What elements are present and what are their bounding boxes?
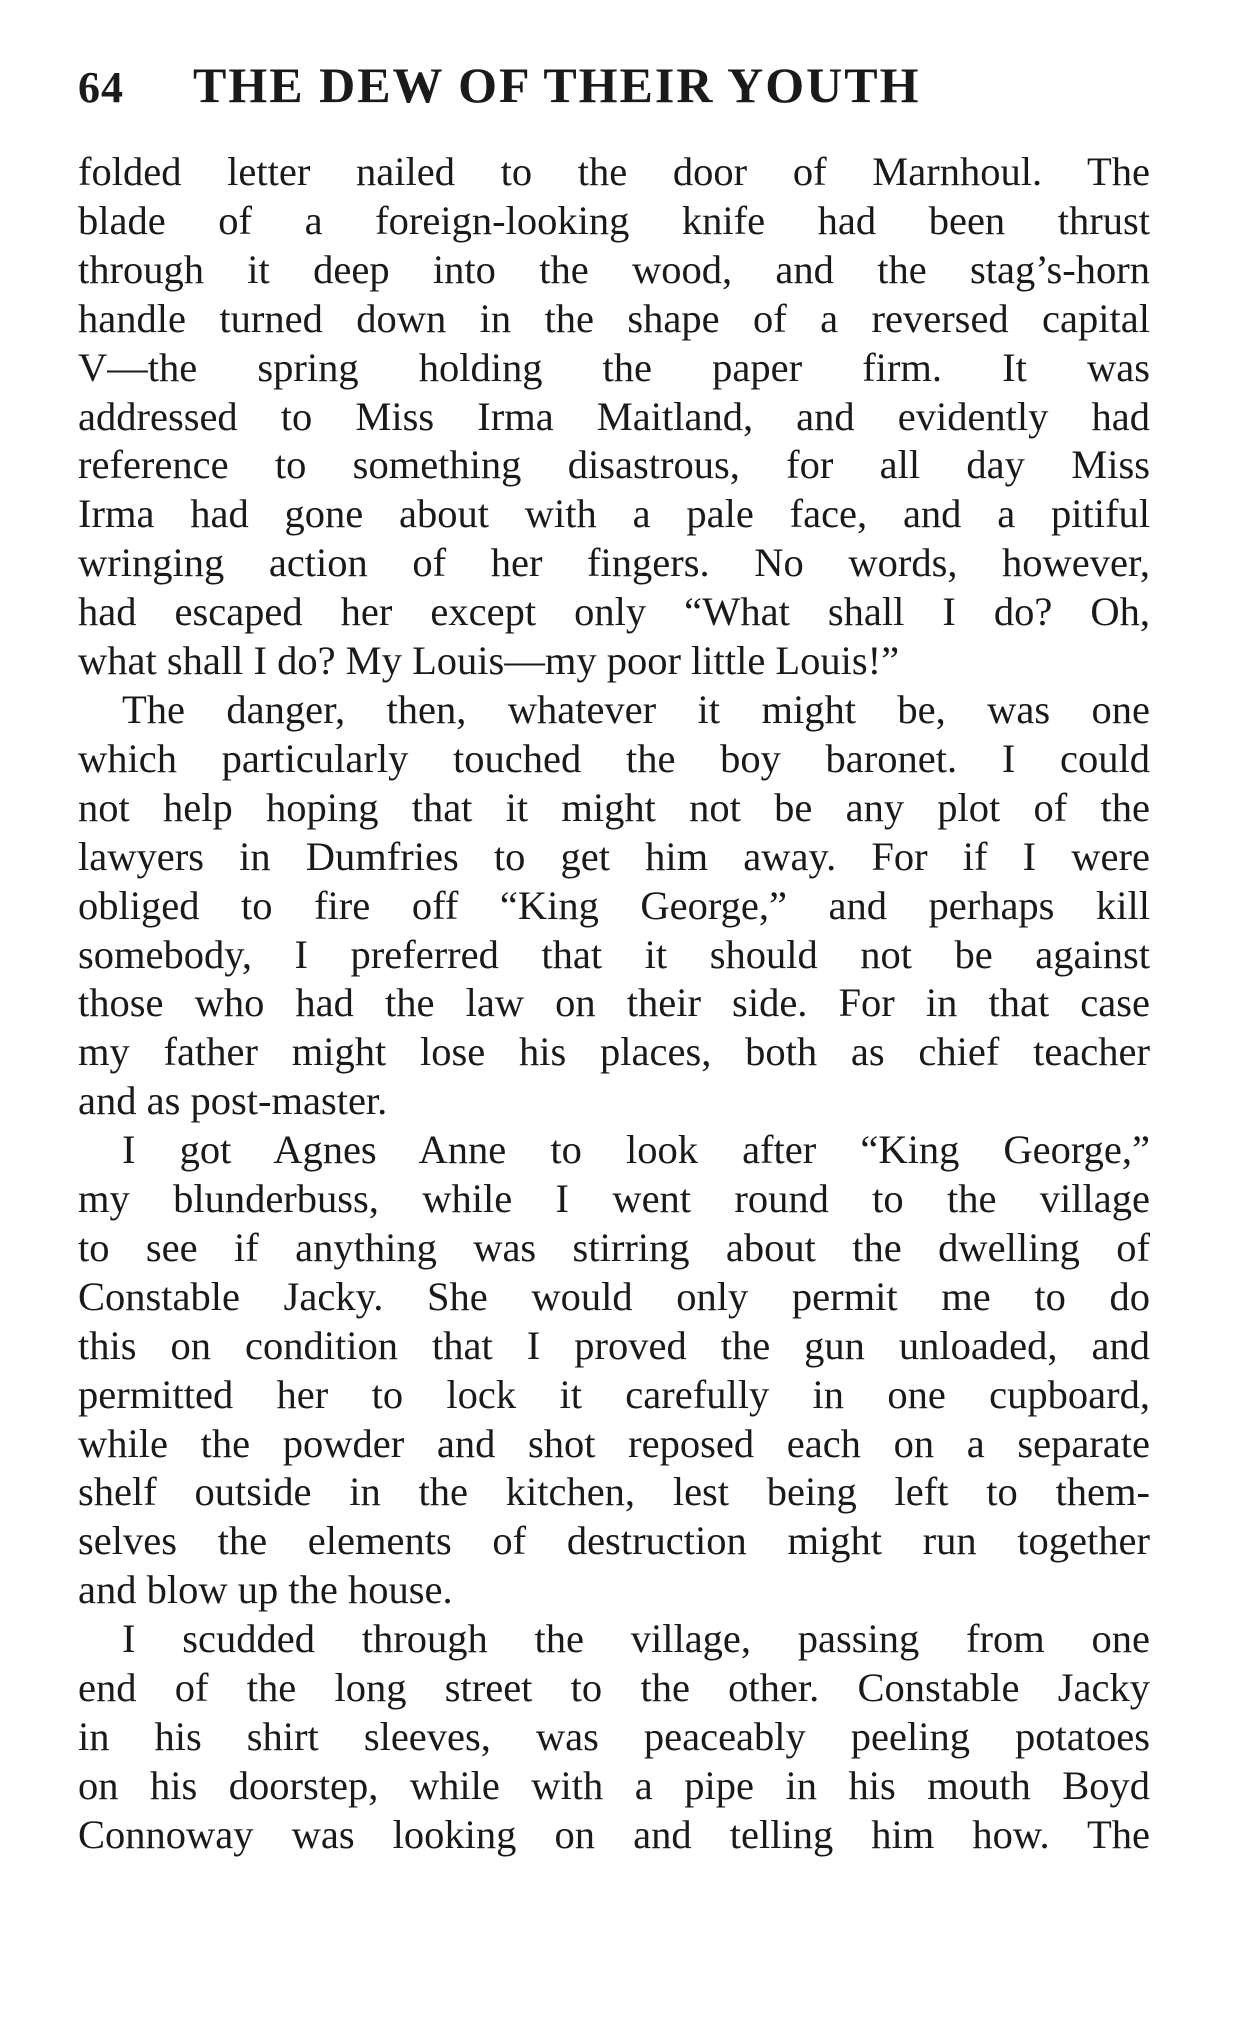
text-line: addressed to Miss Irma Maitland, and evidently had <box>78 393 1150 439</box>
text-line: handle turned down in the shape of a reversed capital <box>78 295 1150 341</box>
text-line: I scudded through the village, passing from one <box>122 1616 1150 1662</box>
text-line: I got Agnes Anne to look after “King George,” <box>122 1127 1150 1173</box>
running-title: THE DEW OF THEIR YOUTH <box>193 57 921 113</box>
text-line: folded letter nailed to the door of Marnhoul. The <box>78 149 1150 194</box>
text-line: this on condition that I proved the gun unloaded, and <box>78 1322 1150 1368</box>
paragraph <box>78 148 1150 686</box>
text-line: not help hoping that it might not be any plot of the <box>78 784 1150 830</box>
text-line: what shall I do? My Louis—my poor little Louis!” <box>78 638 900 684</box>
text-line: through it deep into the wood, and the stag’s-horn <box>78 246 1150 292</box>
text-line: V—the spring holding the paper firm. It was <box>78 344 1150 390</box>
text-line: Connoway was looking on and telling him how. The <box>78 1811 1150 1857</box>
running-head <box>78 56 1150 126</box>
paragraph <box>78 1615 1150 1860</box>
text-line: in his shirt sleeves, was peaceably peeling potatoes <box>78 1714 1150 1759</box>
text-line: lawyers in Dumfries to get him away. For if I were <box>78 833 1150 879</box>
text-line: Constable Jacky. She would only permit me to do <box>78 1273 1150 1319</box>
text-line: to see if anything was stirring about the dwelling of <box>78 1224 1150 1270</box>
text-line: my blunderbuss, while I went round to the village <box>78 1176 1150 1222</box>
text-line: wringing action of her fingers. No words, however, <box>78 540 1150 586</box>
text-line: while the powder and shot reposed each on a separate <box>78 1420 1150 1466</box>
text-line: reference to something disastrous, for all day Miss <box>78 442 1150 488</box>
text-line: my father might lose his places, both as chief teacher <box>78 1029 1150 1075</box>
text-line: blade of a foreign-looking knife had been thrust <box>78 197 1150 243</box>
text-line: end of the long street to the other. Constable Jacky <box>78 1665 1150 1711</box>
text-line: and as post-master. <box>78 1078 388 1124</box>
paragraph <box>78 686 1150 1126</box>
page-number: 64 <box>78 63 124 112</box>
paragraph <box>78 1126 1150 1615</box>
text-line: Irma had gone about with a pale face, and a pitiful <box>78 491 1150 537</box>
text-line: those who had the law on their side. For in that case <box>78 980 1150 1026</box>
text-line: on his doorstep, while with a pipe in his mouth Boyd <box>78 1762 1150 1808</box>
text-line: had escaped her except only “What shall I do? Oh, <box>78 589 1150 635</box>
text-line: The danger, then, whatever it might be, was one <box>122 686 1150 732</box>
text-line: shelf outside in the kitchen, lest being left to them- <box>78 1469 1150 1515</box>
body-text <box>78 148 1150 1860</box>
text-line: somebody, I preferred that it should not be against <box>78 931 1150 977</box>
book-page <box>78 56 1150 1860</box>
text-line: selves the elements of destruction might run together <box>78 1518 1150 1564</box>
text-line: and blow up the house. <box>78 1567 453 1613</box>
text-line: which particularly touched the boy baronet. I could <box>78 735 1150 781</box>
text-line: obliged to fire off “King George,” and perhaps kill <box>78 882 1150 928</box>
text-line: permitted her to lock it carefully in one cupboard, <box>78 1371 1150 1417</box>
